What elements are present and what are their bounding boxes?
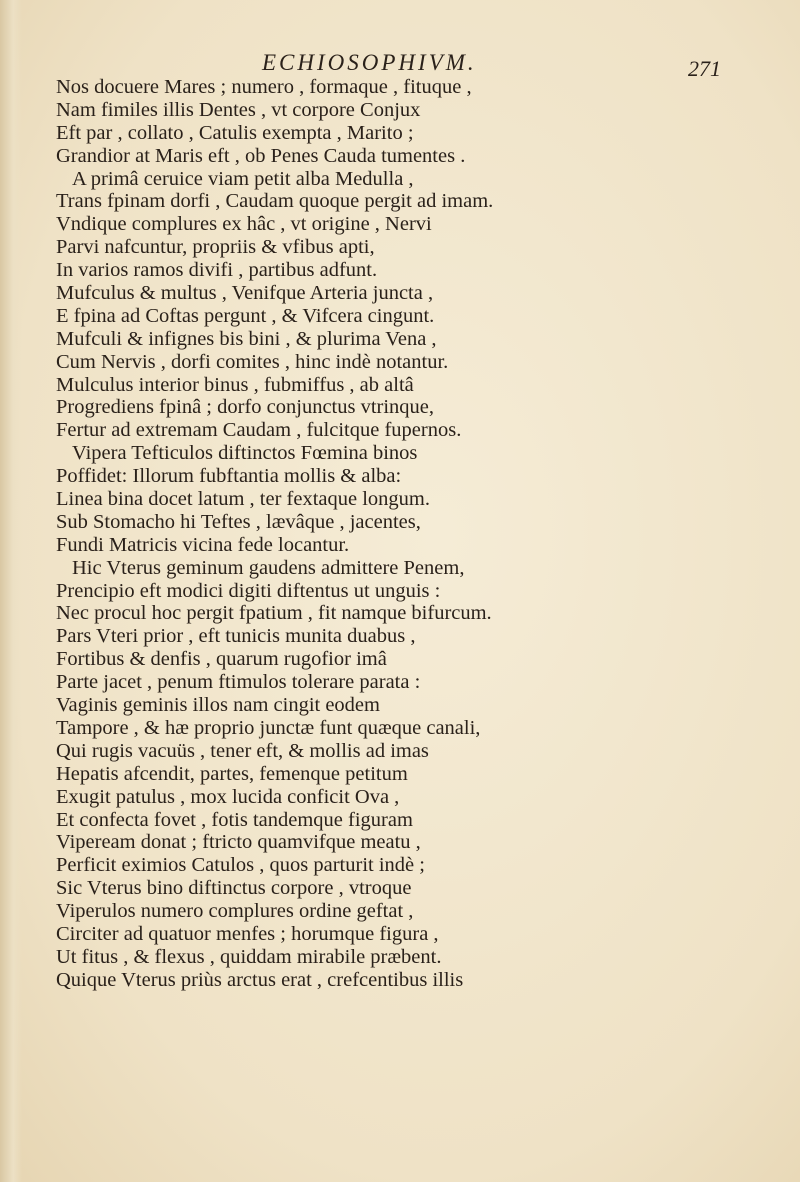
verse-line: Vipera Tefticulos diftinctos Fœmina binos (72, 442, 418, 465)
verse-line: Mulculus interior binus , fubmiffus , ab altâ (56, 373, 414, 396)
verse-line: Fundi Matricis vicina fede locantur. (56, 533, 350, 556)
page-binding-edge (0, 0, 22, 1182)
verse-line: Mufculus & multus , Venifque Arteria juncta , (56, 282, 434, 305)
verse-line: Poffidet: Illorum fubftantia mollis & alba: (56, 465, 402, 488)
page-number: 271 (688, 56, 721, 81)
verse-line: Vaginis geminis illos nam cingit eodem (56, 694, 380, 717)
verse-line: Vipeream donat ; ftricto quamvifque meatu , (56, 831, 421, 854)
verse-line: Sub Stomacho hi Teftes , lævâque , jacentes, (56, 510, 421, 533)
verse-line: Perficit eximios Catulos , quos parturit indè ; (56, 854, 425, 877)
verse-line: Fortibus & denfis , quarum rugofior imâ (56, 648, 387, 671)
verse-line: Ut fitus , & flexus , quiddam mirabile præbent. (56, 945, 442, 968)
verse-line: Progrediens fpinâ ; dorfo conjunctus vtrinque, (56, 396, 435, 419)
verse-line: Cum Nervis , dorfi comites , hinc indè notantur. (56, 350, 449, 373)
verse-line: Vndique complures ex hâc , vt origine , Nervi (56, 213, 432, 236)
verse-line: Parte jacet , penum ftimulos tolerare parata : (56, 671, 421, 694)
verse-line: Exugit patulus , mox lucida conficit Ova , (56, 785, 400, 808)
verse-line: Trans fpinam dorfi , Caudam quoque pergit ad imam. (56, 190, 494, 213)
verse-line: Qui rugis vacuüs , tener eft, & mollis ad imas (56, 739, 429, 762)
running-head: ECHIOSOPHIVM. (262, 50, 477, 75)
verse-line: Viperulos numero complures ordine geftat , (56, 900, 414, 923)
verse-line: Hic Vterus geminum gaudens admittere Penem, (72, 556, 465, 579)
verse-text-block (56, 76, 756, 992)
verse-line: Nam fimiles illis Dentes , vt corpore Conjux (56, 98, 421, 121)
verse-line: Quique Vterus priùs arctus erat , crefcentibus illis (56, 968, 464, 991)
verse-line: Nos docuere Mares ; numero , formaque , fituque , (56, 76, 472, 98)
verse-line: Eft par , collato , Catulis exempta , Marito ; (56, 121, 414, 144)
verse-line: Fertur ad extremam Caudam , fulcitque fupernos. (56, 419, 462, 442)
verse-line: A primâ ceruice viam petit alba Medulla , (72, 167, 414, 190)
verse-line: In varios ramos divifi , partibus adfunt. (56, 259, 378, 282)
verse-line: Mufculi & infignes bis bini , & plurima Vena , (56, 327, 437, 350)
verse-line: E fpina ad Coftas pergunt , & Vifcera cingunt. (56, 304, 435, 327)
verse-line: Tampore , & hæ proprio junctæ funt quæque canali, (56, 716, 481, 739)
verse-line: Sic Vterus bino diftinctus corpore , vtroque (56, 877, 412, 900)
verse-line: Hepatis afcendit, partes, femenque petitum (56, 762, 408, 785)
verse-line: Pars Vteri prior , eft tunicis munita duabus , (56, 625, 416, 648)
verse-line: Et confecta fovet , fotis tandemque figuram (56, 808, 413, 831)
verse-line: Linea bina docet latum , ter fextaque longum. (56, 488, 430, 511)
verse-line: Circiter ad quatuor menfes ; horumque figura , (56, 922, 439, 945)
verse-line: Grandior at Maris eft , ob Penes Cauda tumentes . (56, 144, 466, 167)
verse-line: Prencipio eft modici digiti diftentus ut unguis : (56, 579, 441, 602)
verse-line: Nec procul hoc pergit fpatium , fit namque bifurcum. (56, 602, 492, 625)
verse-line: Parvi nafcuntur, propriis & vfibus apti, (56, 236, 375, 259)
